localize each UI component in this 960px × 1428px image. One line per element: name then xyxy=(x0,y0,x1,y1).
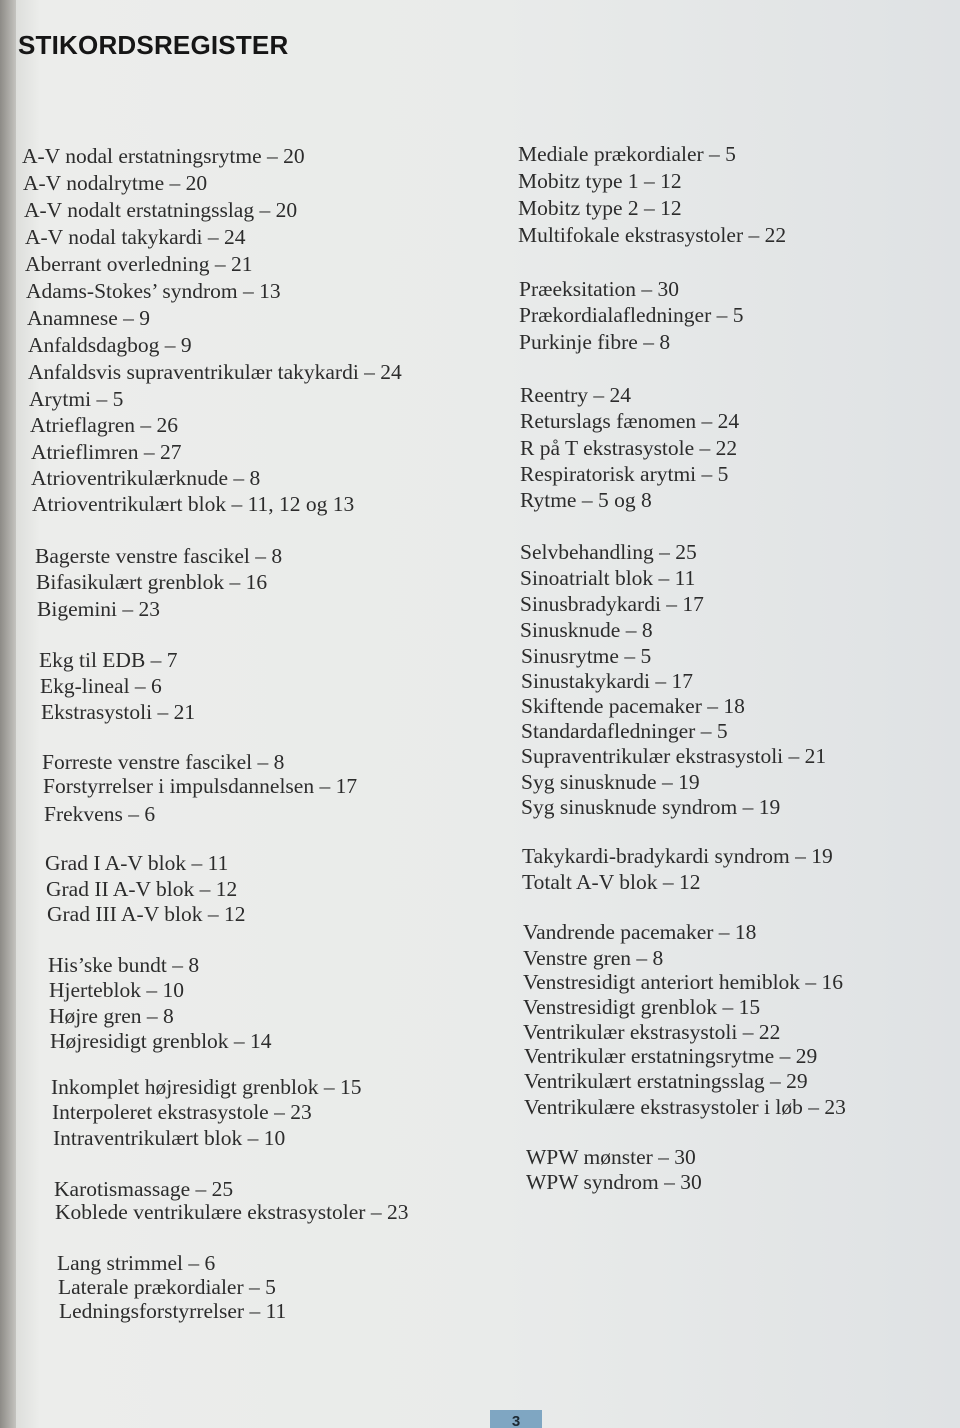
index-entry: A-V nodal erstatningsrytme – 20 xyxy=(22,144,305,168)
index-entry: Anamnese – 9 xyxy=(27,306,150,330)
index-entry: Totalt A-V blok – 12 xyxy=(522,870,701,894)
index-entry: Forreste venstre fascikel – 8 xyxy=(42,750,285,774)
index-entry: Mediale prækordialer – 5 xyxy=(518,142,736,166)
index-entry: A-V nodalrytme – 20 xyxy=(23,171,208,195)
index-entry: Respiratorisk arytmi – 5 xyxy=(520,462,729,486)
index-entry: Ekg til EDB – 7 xyxy=(39,648,178,672)
index-entry: Mobitz type 2 – 12 xyxy=(518,196,682,220)
index-entry: Vandrende pacemaker – 18 xyxy=(523,920,757,944)
index-entry: Atrioventrikulærknude – 8 xyxy=(31,466,261,490)
index-entry: Atrieflimren – 27 xyxy=(31,440,182,464)
index-entry: Multifokale ekstrasystoler – 22 xyxy=(518,223,787,247)
index-entry: Højresidigt grenblok – 14 xyxy=(50,1029,272,1053)
index-entry: Inkomplet højresidigt grenblok – 15 xyxy=(51,1075,362,1099)
index-entry: Anfaldsvis supraventrikulær takykardi – 24 xyxy=(28,360,402,384)
index-entry: Hjerteblok – 10 xyxy=(49,978,184,1002)
index-entry: Selvbehandling – 25 xyxy=(520,540,697,564)
index-entry: Sinusbradykardi – 17 xyxy=(520,592,704,616)
index-entry: Sinusknude – 8 xyxy=(520,618,653,642)
index-entry: Takykardi-bradykardi syndrom – 19 xyxy=(522,844,833,868)
index-entry: Præeksitation – 30 xyxy=(519,277,680,301)
index-entry: Interpoleret ekstrasystole – 23 xyxy=(52,1100,312,1124)
index-entry: Purkinje fibre – 8 xyxy=(519,330,671,354)
index-entry: Koblede ventrikulære ekstrasystoler – 23 xyxy=(55,1200,409,1224)
index-entry: Intraventrikulært blok – 10 xyxy=(53,1126,286,1150)
index-entry: Venstresidigt grenblok – 15 xyxy=(523,995,761,1019)
index-entry: Frekvens – 6 xyxy=(44,802,156,826)
index-entry: Prækordialafledninger – 5 xyxy=(519,303,744,327)
index-entry: Syg sinusknude – 19 xyxy=(521,770,700,794)
index-entry: Ventrikulær ekstrasystoli – 22 xyxy=(523,1020,781,1044)
index-entry: Standardafledninger – 5 xyxy=(521,719,728,743)
index-entry: A-V nodalt erstatningsslag – 20 xyxy=(24,198,298,222)
index-entry: Sinoatrialt blok – 11 xyxy=(520,566,696,590)
index-entry: Sinusrytme – 5 xyxy=(521,644,652,668)
index-entry: Bifasikulært grenblok – 16 xyxy=(36,570,268,594)
index-entry: Ledningsforstyrrelser – 11 xyxy=(59,1299,287,1323)
index-entry: Adams-Stokes’ syndrom – 13 xyxy=(26,279,281,303)
index-entry: Laterale prækordialer – 5 xyxy=(58,1275,276,1299)
index-entry: Ventrikulær erstatningsrytme – 29 xyxy=(524,1044,818,1068)
index-entry: His’ske bundt – 8 xyxy=(48,953,200,977)
index-entry: Ventrikulære ekstrasystoler i løb – 23 xyxy=(524,1095,846,1119)
index-entry: Atrioventrikulært blok – 11, 12 og 13 xyxy=(32,492,355,516)
index-entry: Aberrant overledning – 21 xyxy=(25,252,253,276)
index-entry: A-V nodal takykardi – 24 xyxy=(25,225,246,249)
index-entry: Grad III A-V blok – 12 xyxy=(47,902,246,926)
index-entry: Lang strimmel – 6 xyxy=(57,1251,216,1275)
index-entry: Arytmi – 5 xyxy=(29,387,124,411)
index-entry: Ekg-lineal – 6 xyxy=(40,674,162,698)
index-entry: Bigemini – 23 xyxy=(37,597,161,621)
index-entry: Højre gren – 8 xyxy=(49,1004,174,1028)
index-entry: Reentry – 24 xyxy=(520,383,632,407)
index-entry: Atrieflagren – 26 xyxy=(30,413,179,437)
index-entry: Sinustakykardi – 17 xyxy=(521,669,693,693)
index-entry: Ekstrasystoli – 21 xyxy=(41,700,196,724)
index-entry: Forstyrrelser i impulsdannelsen – 17 xyxy=(43,774,358,798)
index-entry: Supraventrikulær ekstrasystoli – 21 xyxy=(521,744,827,768)
index-entry: Grad II A-V blok – 12 xyxy=(46,877,238,901)
index-entry: Venstresidigt anteriort hemiblok – 16 xyxy=(523,970,844,994)
index-entry: Karotismassage – 25 xyxy=(54,1177,234,1201)
index-entry: WPW mønster – 30 xyxy=(526,1145,696,1169)
index-entry: R på T ekstrasystole – 22 xyxy=(520,436,738,460)
page-number: 3 xyxy=(490,1410,542,1428)
index-entry: Bagerste venstre fascikel – 8 xyxy=(35,544,283,568)
index-entry: Skiftende pacemaker – 18 xyxy=(521,694,745,718)
index-entry: Syg sinusknude syndrom – 19 xyxy=(521,795,781,819)
book-gutter-shadow xyxy=(0,0,16,1428)
index-entry: Ventrikulært erstatningsslag – 29 xyxy=(524,1069,808,1093)
index-entry: Returslags fænomen – 24 xyxy=(520,409,740,433)
index-entry: Rytme – 5 og 8 xyxy=(520,488,652,512)
index-entry: Mobitz type 1 – 12 xyxy=(518,169,682,193)
index-entry: WPW syndrom – 30 xyxy=(526,1170,702,1194)
index-entry: Anfaldsdagbog – 9 xyxy=(28,333,192,357)
index-entry: Grad I A-V blok – 11 xyxy=(45,851,229,875)
page-title: STIKORDSREGISTER xyxy=(18,30,289,60)
index-entry: Venstre gren – 8 xyxy=(523,946,664,970)
